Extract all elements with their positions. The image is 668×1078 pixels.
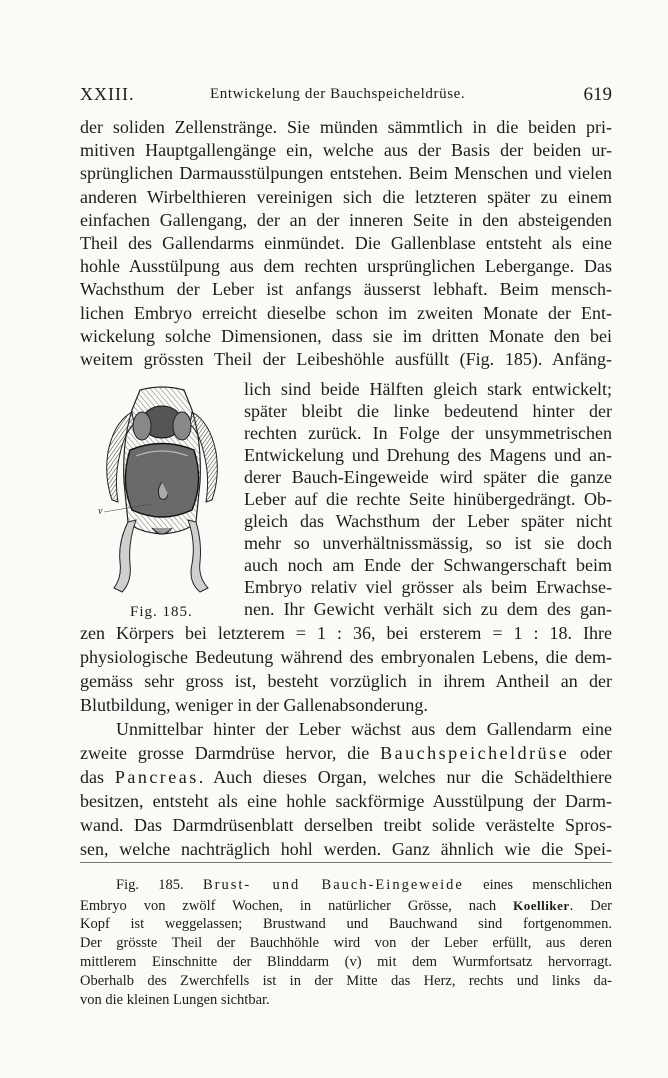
- body-line: physiologische Bedeutung während des embryonalen Lebens, die dem-: [80, 647, 612, 667]
- page-header: [80, 84, 612, 108]
- body-line: lichen Embryo erreicht dieselbe schon im zweiten Monate der Ent-: [80, 302, 612, 323]
- footnote-line: [116, 876, 612, 895]
- figure-label-v: v: [98, 506, 103, 517]
- body-line: wand. Das Darmdrüsenblatt derselben treibt solide verästelte Spros-: [80, 815, 612, 835]
- body-line: Theil des Gallendarms einmündet. Die Gallenblase entsteht als eine: [80, 233, 612, 253]
- body-line: hohle Ausstülpung aus dem rechten ursprünglichen Lebergange. Das: [80, 256, 612, 277]
- body-line: einfachen Gallengang, der an der inneren Seite in den absteigenden: [80, 209, 612, 230]
- text-span: eines menschlichen: [463, 877, 612, 893]
- body-line: Leber auf die rechte Seite hinübergedrängt. Ob-: [244, 489, 612, 509]
- body-line: [80, 742, 612, 764]
- body-line: mehr so unverhältnissmässig, so ist sie doch: [244, 533, 612, 553]
- spaced-term: Bauchspeicheldrüse: [380, 743, 570, 763]
- text-span: . Auch dieses Organ, welches nur die Schädelthiere: [198, 767, 612, 787]
- footnote-line: Der grösste Theil der Bauchhöhle wird von der Leber erfüllt, aus deren: [80, 935, 612, 951]
- body-line: sprünglichen Darmausstülpungen entstehen. Beim Menschen und vielen: [80, 163, 612, 184]
- body-line: gleich das Wachsthum der Leber später nicht: [244, 511, 612, 531]
- body-line: anderen Wirbelthieren vereinigen sich die letzteren später zu einem: [80, 186, 612, 207]
- embryo-illustration: [92, 382, 232, 600]
- footnote-line: [80, 896, 612, 916]
- body-line: der soliden Zellenstränge. Sie münden sämmtlich in die beiden pri-: [80, 117, 612, 137]
- body-line: [80, 766, 612, 788]
- body-line: Blutbildung, weniger in der Gallenabsonderung.: [80, 695, 428, 715]
- body-line: sen, welche nachträglich hohl werden. Ganz ähnlich wie die Spei-: [80, 839, 612, 859]
- footnote-line: Kopf ist weggelassen; Brustwand und Bauchwand sind fortgenommen.: [80, 916, 612, 932]
- spaced-term: Pancreas: [114, 767, 199, 787]
- body-line: Embryo relativ viel grösser als beim Erwachse-: [244, 577, 612, 597]
- text-span: Fig. 185.: [116, 877, 203, 893]
- text-span: Embryo von zwölf Wochen, in natürlicher Grösse, nach: [80, 898, 514, 914]
- body-line: nen. Ihr Gewicht verhält sich zu dem des gan-: [244, 599, 612, 619]
- text-span: zweite grosse Darmdrüse hervor, die: [80, 743, 381, 763]
- body-line: Entwickelung und Drehung des Magens und an-: [244, 445, 612, 465]
- chapter-number: XXIII.: [80, 84, 135, 104]
- body-line: wickelung solche Dimensionen, dass sie im dritten Monate den bei: [80, 325, 612, 346]
- body-line: gemäss sehr gross ist, besteht vorzüglich in ihrem Antheil an der: [80, 671, 612, 691]
- body-line: zen Körpers bei letzterem = 1 : 36, bei ersterem = 1 : 18. Ihre: [80, 623, 612, 643]
- body-line: mitiven Hauptgallengänge ein, welche aus der Basis der beiden ur-: [80, 140, 612, 161]
- running-title: Entwickelung der Bauchspeicheldrüse.: [210, 86, 466, 102]
- footnote-divider: [80, 862, 612, 863]
- page-number: 619: [583, 84, 612, 105]
- figure-caption: Fig. 185.: [130, 604, 193, 620]
- body-line: lich sind beide Hälften gleich stark entwickelt;: [244, 379, 612, 399]
- text-span: oder: [569, 743, 613, 763]
- body-line: derer Bauch-Eingeweide wird später die ganze: [244, 467, 612, 487]
- footnote-line: Oberhalb des Zwerchfells ist in der Mitte das Herz, rechts und links da-: [80, 973, 612, 989]
- text-span: das: [80, 767, 115, 787]
- body-line: Unmittelbar hinter der Leber wächst aus dem Gallendarm eine: [116, 719, 612, 739]
- spaced-term: Brust- und Bauch-Eingeweide: [202, 877, 464, 893]
- footnote-line: von die kleinen Lungen sichtbar.: [80, 992, 270, 1008]
- body-line: rechten zurück. In Folge der unsymmetrischen: [244, 423, 612, 443]
- body-line: weitem grössten Theil der Leibeshöhle ausfüllt (Fig. 185). Anfäng-: [80, 349, 612, 369]
- body-line: Wachsthum der Leber ist anfangs äusserst lebhaft. Beim mensch-: [80, 279, 612, 300]
- author-name: Koelliker: [513, 898, 570, 913]
- body-line: besitzen, entsteht als eine hohle sackförmige Ausstülpung der Darm-: [80, 791, 612, 811]
- text-span: . Der: [569, 898, 612, 914]
- body-line: auch noch am Ende der Schwangerschaft beim: [244, 555, 612, 575]
- footnote-line: mittlerem Einschnitte der Blinddarm (v) mit dem Wurmfortsatz hervorragt.: [80, 954, 612, 970]
- body-line: später bleibt die linke bedeutend hinter der: [244, 401, 612, 421]
